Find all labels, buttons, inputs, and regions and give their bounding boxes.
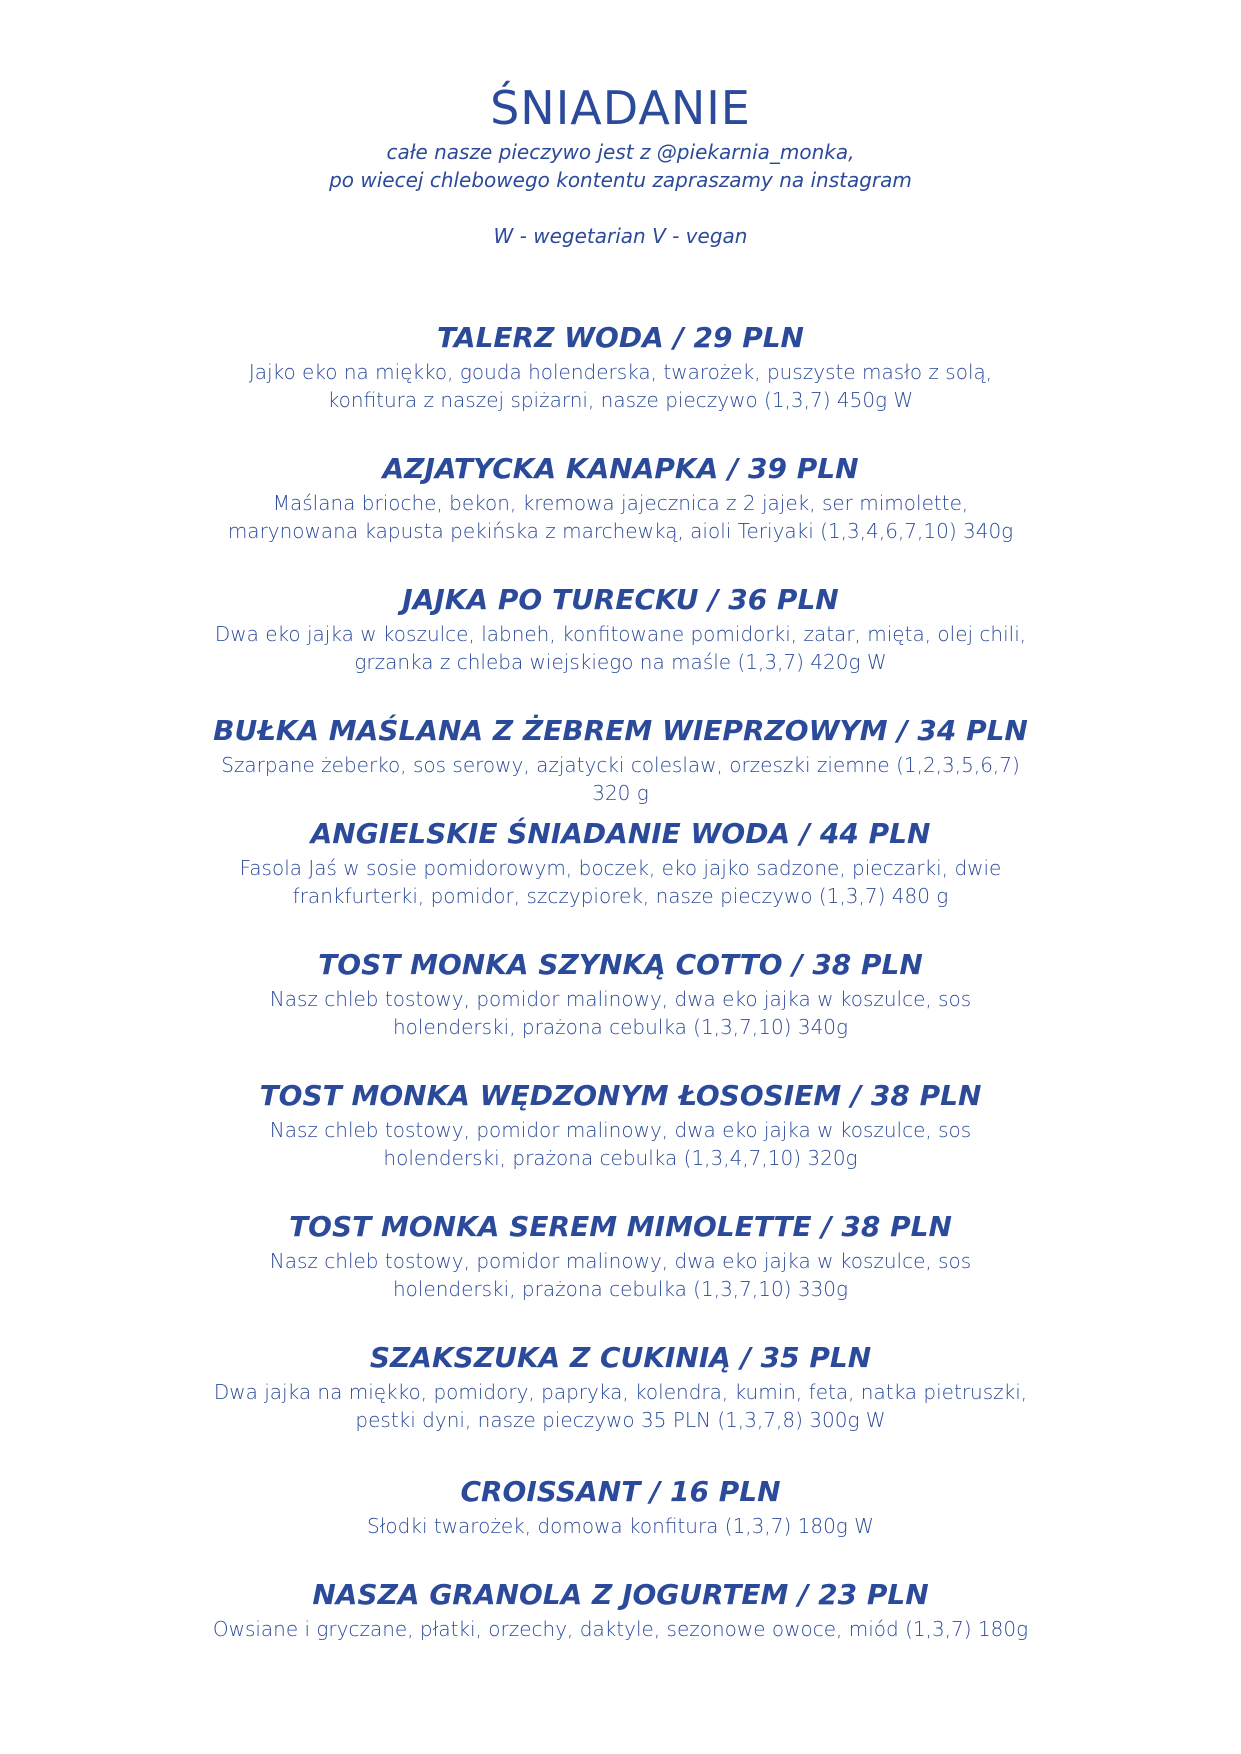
menu-item-granola (0, 1577, 1241, 1643)
menu-item-description: Nasz chleb tostowy, pomidor malinowy, dwa eko jajka w koszulce, sos holenderski, prażona cebulka (1,3,7,10) 330g (269, 1249, 972, 1301)
menu-item-tost-szynka-cotto (0, 947, 1241, 1041)
menu-item-name: AZJATYCKA KANAPKA / 39 PLN (382, 452, 859, 485)
menu-item-szakszuka (0, 1340, 1241, 1434)
menu-item-description: Maślana brioche, bekon, kremowa jajecznica z 2 jajek, ser mimolette, marynowana kapusta pekińska z marchewką, aioli Teriyaki (1,3,4,6,7,10) 340g (227, 491, 1014, 543)
menu-item-name: CROISSANT / 16 PLN (460, 1475, 781, 1508)
menu-item-description: Dwa eko jajka w koszulce, labneh, konfitowane pomidorki, zatar, mięta, olej chili, grzanka z chleba wiejskiego na maśle (1,3,7) 420g W (214, 622, 1027, 674)
diet-legend: W - wegetarian V - vegan (493, 224, 748, 248)
menu-item-name: TOST MONKA SZYNKĄ COTTO / 38 PLN (318, 948, 923, 981)
menu-item-croissant (0, 1474, 1241, 1540)
menu-item-tost-losos (0, 1078, 1241, 1172)
menu-item-name: TALERZ WODA / 29 PLN (436, 321, 804, 354)
menu-item-name: NASZA GRANOLA Z JOGURTEM / 23 PLN (312, 1578, 929, 1611)
menu-item-description: Fasola Jaś w sosie pomidorowym, boczek, eko jajko sadzone, pieczarki, dwie frankfurterki, pomidor, szczypiorek, nasze pieczywo (1,3,7) 480 g (239, 856, 1002, 908)
menu-item-name: JAJKA PO TURECKU / 36 PLN (402, 583, 839, 616)
menu-item-description: Nasz chleb tostowy, pomidor malinowy, dwa eko jajka w koszulce, sos holenderski, prażona cebulka (1,3,4,7,10) 320g (269, 1118, 972, 1170)
menu-item-angielskie-sniadanie (0, 816, 1241, 910)
menu-item-description: Słodki twarożek, domowa konfitura (1,3,7) 180g W (367, 1514, 874, 1538)
menu-item-name: TOST MONKA SEREM MIMOLETTE / 38 PLN (289, 1210, 952, 1243)
menu-item-talerz-woda (0, 320, 1241, 414)
menu-item-jajka-po-turecku (0, 582, 1241, 676)
menu-item-name: ANGIELSKIE ŚNIADANIE WODA / 44 PLN (310, 817, 931, 850)
subtitle-line-1: całe nasze pieczywo jest z @piekarnia_monka, (386, 140, 855, 164)
menu-item-description: Owsiane i gryczane, płatki, orzechy, daktyle, sezonowe owoce, miód (1,3,7) 180g (212, 1617, 1029, 1641)
menu-item-tost-mimolette (0, 1209, 1241, 1303)
menu-item-bulka-maslana (0, 713, 1241, 807)
menu-item-name: BUŁKA MAŚLANA Z ŻEBREM WIEPRZOWYM / 34 PLN (213, 714, 1028, 747)
menu-item-description: Nasz chleb tostowy, pomidor malinowy, dwa eko jajka w koszulce, sos holenderski, prażona cebulka (1,3,7,10) 340g (269, 987, 972, 1039)
menu-item-name: SZAKSZUKA Z CUKINIĄ / 35 PLN (369, 1341, 872, 1374)
menu-item-name: TOST MONKA WĘDZONYM ŁOSOSIEM / 38 PLN (259, 1079, 982, 1112)
page-title: ŚNIADANIE (490, 81, 751, 135)
menu-item-description: Jajko eko na miękko, gouda holenderska, twarożek, puszyste masło z solą, konfitura z naszej spiżarni, nasze pieczywo (1,3,7) 450g W (248, 360, 993, 412)
subtitle-line-2: po wiecej chlebowego kontentu zapraszamy na instagram (329, 168, 912, 192)
menu-item-description: Szarpane żeberko, sos serowy, azjatycki coleslaw, orzeszki ziemne (1,2,3,5,6,7) 320 g (221, 753, 1020, 805)
menu-item-azjatycka-kanapka (0, 451, 1241, 545)
menu-item-description: Dwa jajka na miękko, pomidory, papryka, kolendra, kumin, feta, natka pietruszki, pestki dyni, nasze pieczywo 35 PLN (1,3,7,8) 300g W (213, 1380, 1028, 1432)
